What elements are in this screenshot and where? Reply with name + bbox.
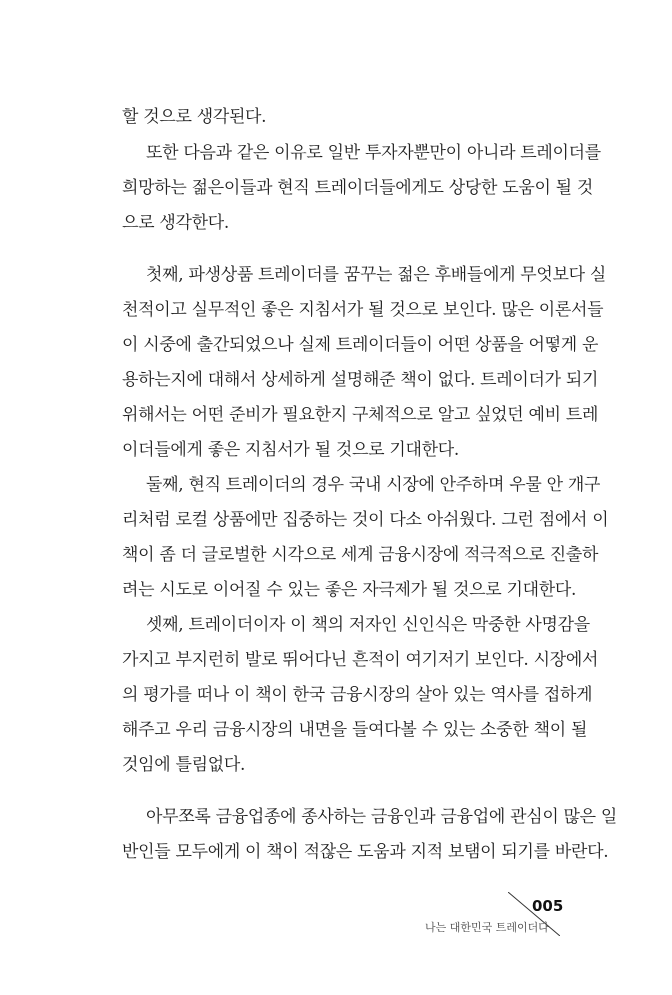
text-line: 용하는지에 대해서 상세하게 설명해준 책이 없다. 트레이더가 되기: [122, 370, 599, 390]
text-line: 이더들에게 좋은 지침서가 될 것으로 기대한다.: [122, 440, 459, 460]
text-line: 희망하는 젊은이들과 현직 트레이더들에게도 상당한 도움이 될 것: [122, 178, 594, 198]
text-line: 것임에 틀림없다.: [122, 755, 246, 775]
text-line: 책이 좀 더 글로벌한 시각으로 세계 금융시장에 적극적으로 진출하: [122, 545, 599, 565]
text-line: 천적이고 실무적인 좋은 지침서가 될 것으로 보인다. 많은 이론서들: [122, 300, 604, 320]
paragraph-first-line: 또한 다음과 같은 이유로 일반 투자자뿐만이 아니라 트레이더를: [146, 143, 601, 163]
text-line: 할 것으로 생각된다.: [122, 107, 267, 127]
paragraph-first-line: 셋째, 트레이더이자 이 책의 저자인 신인식은 막중한 사명감을: [146, 615, 590, 635]
text-line: 이 시중에 출간되었으나 실제 트레이더들이 어떤 상품을 어떻게 운: [122, 335, 599, 355]
page-number: 005: [532, 897, 564, 915]
paragraph-first-line: 첫째, 파생상품 트레이더를 꿈꾸는 젊은 후배들에게 무엇보다 실: [146, 265, 607, 285]
text-line: 가지고 부지런히 발로 뛰어다닌 흔적이 여기저기 보인다. 시장에서: [122, 650, 599, 670]
text-line: 위해서는 어떤 준비가 필요한지 구체적으로 알고 싶었던 예비 트레: [122, 405, 599, 425]
text-line: 의 평가를 떠나 이 책이 한국 금융시장의 살아 있는 역사를 접하게: [122, 685, 593, 705]
paragraph-first-line: 아무쪼록 금융업종에 종사하는 금융인과 금융업에 관심이 많은 일: [146, 807, 618, 827]
paragraph-first-line: 둘째, 현직 트레이더의 경우 국내 시장에 안주하며 우물 안 개구: [146, 475, 601, 495]
running-title: 나는 대한민국 트레이더다: [425, 921, 549, 934]
text-line: 려는 시도로 이어질 수 있는 좋은 자극제가 될 것으로 기대한다.: [122, 580, 577, 600]
text-line: 해주고 우리 금융시장의 내면을 들여다볼 수 있는 소중한 책이 될: [122, 720, 588, 740]
text-line: 리처럼 로컬 상품에만 집중하는 것이 다소 아쉬웠다. 그런 점에서 이: [122, 510, 609, 530]
text-line: 으로 생각한다.: [122, 213, 229, 233]
text-line: 반인들 모두에게 이 책이 적잖은 도움과 지적 보탬이 되기를 바란다.: [122, 842, 609, 862]
